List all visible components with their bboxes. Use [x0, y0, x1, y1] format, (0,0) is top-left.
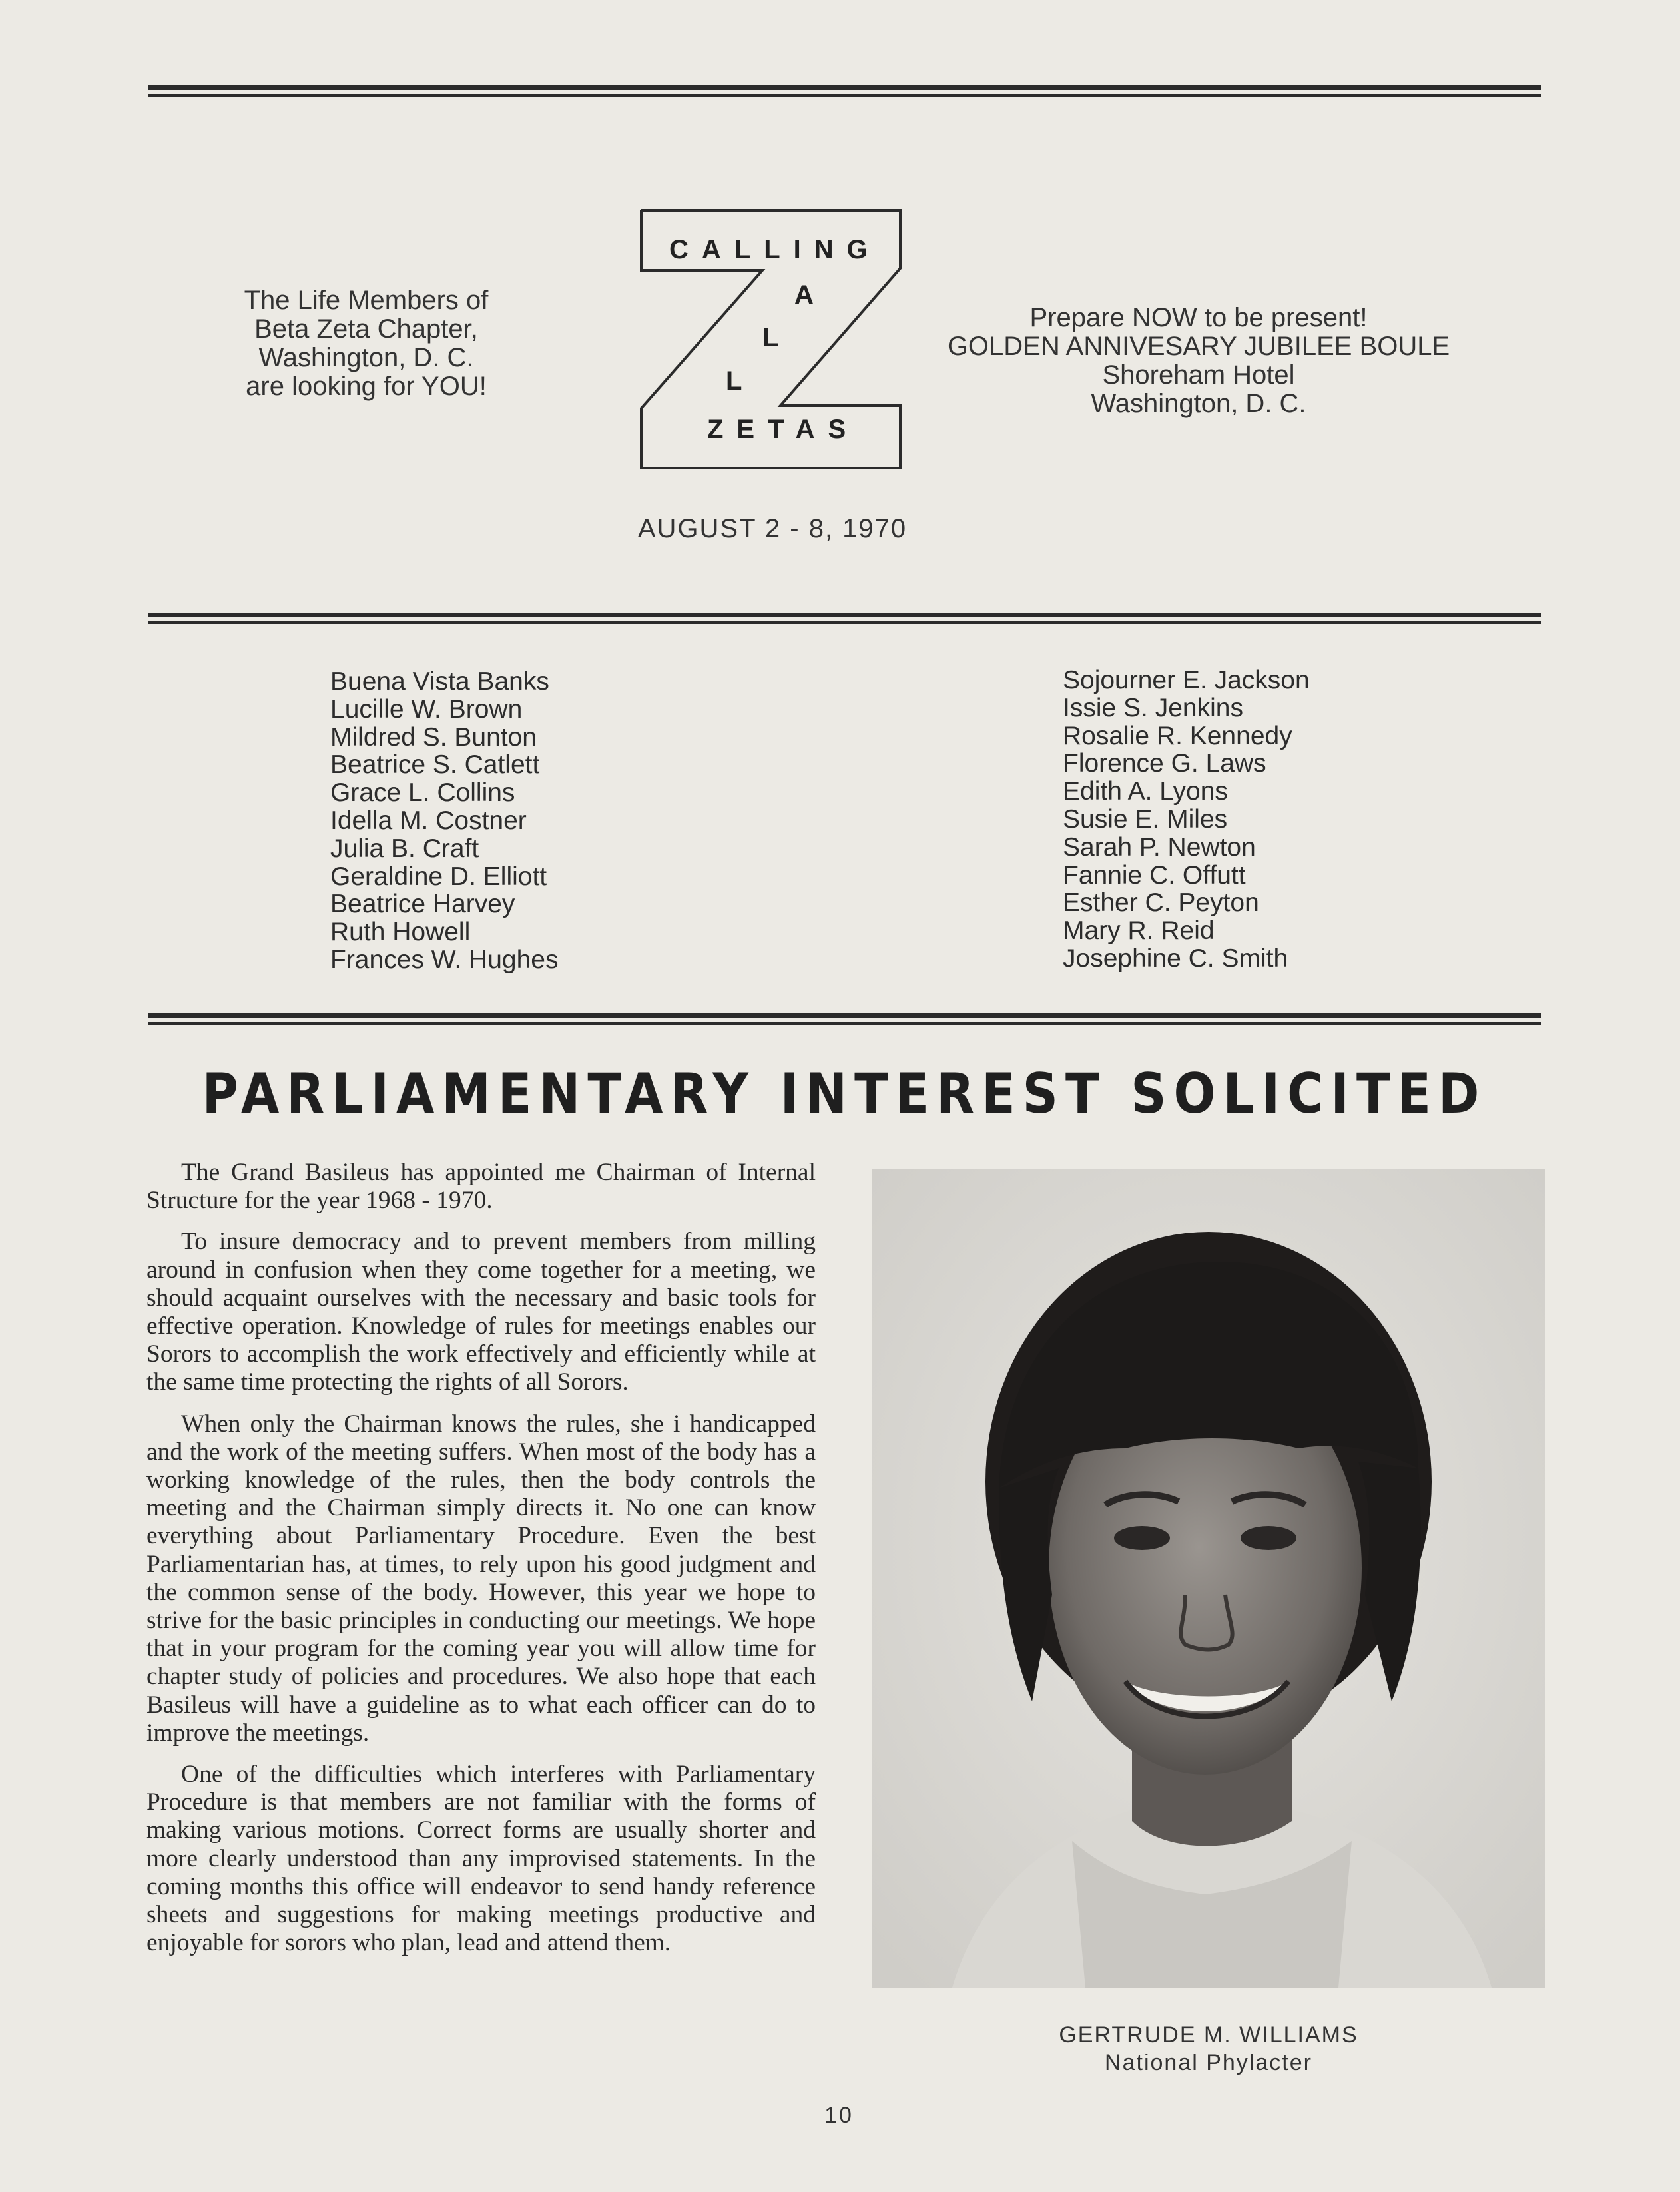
member-name: Mildred S. Bunton	[330, 722, 537, 752]
lower-rule	[148, 1013, 1541, 1025]
member-name: Lucille W. Brown	[330, 694, 523, 724]
article-paragraph: The Grand Basileus has appointed me Chairman of Internal Structure for the year 1968 - 1970.	[146, 1159, 816, 1215]
notice-line: are looking for YOU!	[246, 372, 487, 401]
member-name: Sarah P. Newton	[1063, 832, 1256, 862]
logo-zetas: ZETAS	[707, 415, 860, 444]
caption-name: GERTRUDE M. WILLIAMS	[1059, 2022, 1358, 2048]
member-name: Florence G. Laws	[1063, 749, 1266, 778]
member-name: Ruth Howell	[330, 918, 471, 947]
notice-line: Prepare NOW to be present!	[1029, 303, 1368, 332]
photo-caption	[872, 2021, 1545, 2077]
logo-calling: CALLING	[669, 235, 881, 264]
article-paragraph: When only the Chairman knows the rules, she i handicapped and the work of the meeting suffers. When most of the body has a working knowledge of the rules, then the body controls the meeting and the Chairman simply directs it. No one can know everything about Parliamentary Procedure. Even the best Parliamentarian has, at times, to rely upon his good judgment and the common sense of the body. However, this year we hope to strive for the basic principles in conducting our meetings. We hope that in your program for the coming year you will allow time for chapter study of policies and procedures. We also hope that each Basileus will have a guideline as to what each officer can do to improve the meetings.	[146, 1410, 816, 1747]
notice-line: Shoreham Hotel	[1102, 360, 1295, 390]
notice-line: Washington, D. C.	[1091, 389, 1306, 418]
article-paragraph: To insure democracy and to prevent members from milling around in confusion when they come together for a meeting, we should acquaint ourselves with the necessary and basic tools for effective operation. Knowledge of rules for meetings enables our Sorors to accomplish the work effectively and efficiently while at the same time protecting the rights of all Sorors.	[146, 1228, 816, 1396]
member-name: Susie E. Miles	[1063, 804, 1228, 834]
life-members-notice	[193, 286, 539, 401]
member-name: Idella M. Costner	[330, 806, 527, 835]
member-name: Beatrice S. Catlett	[330, 750, 540, 780]
member-list-right	[1063, 667, 1310, 973]
member-name: Josephine C. Smith	[1063, 944, 1288, 973]
member-name: Grace L. Collins	[330, 778, 515, 808]
member-name: Frances W. Hughes	[330, 945, 559, 974]
member-name: Sojourner E. Jackson	[1063, 666, 1310, 694]
member-name: Geraldine D. Elliott	[330, 862, 547, 891]
article-headline: PARLIAMENTARY INTEREST SOLICITED	[202, 1061, 1487, 1127]
calling-all-zetas-logo	[639, 208, 902, 470]
logo-letter-l: L	[762, 323, 792, 352]
article-paragraph: One of the difficulties which interferes with Parliamentary Procedure is that members are not familiar with the forms of making various motions. Correct forms are usually shorter and more clearly understood than any improvised statements. In the coming months this office will endeavor to send handy reference sheets and suggestions for making meetings productive and enjoyable for sorors who plan, lead and attend them.	[146, 1761, 816, 1957]
article-body	[146, 1159, 816, 1970]
notice-line: GOLDEN ANNIVESARY JUBILEE BOULE	[947, 332, 1450, 361]
member-name: Beatrice Harvey	[330, 890, 515, 919]
notice-line: Washington, D. C.	[258, 343, 474, 372]
jubilee-notice	[912, 304, 1485, 418]
member-name: Edith A. Lyons	[1063, 777, 1228, 806]
member-name: Mary R. Reid	[1063, 916, 1215, 946]
logo-letter-l: L	[726, 366, 756, 396]
notice-line: The Life Members of	[244, 286, 489, 315]
portrait-image	[872, 1169, 1545, 1988]
member-name: Rosalie R. Kennedy	[1063, 721, 1292, 750]
member-name: Buena Vista Banks	[330, 667, 549, 696]
member-name: Issie S. Jenkins	[1063, 693, 1243, 722]
page-number: 10	[824, 2103, 854, 2128]
notice-line: Beta Zeta Chapter,	[254, 314, 478, 344]
middle-rule	[148, 613, 1541, 624]
portrait-photo	[872, 1169, 1545, 1988]
top-rule	[148, 85, 1541, 97]
event-date: AUGUST 2 - 8, 1970	[637, 514, 908, 543]
logo-letter-a: A	[794, 280, 827, 310]
member-name: Julia B. Craft	[330, 834, 479, 863]
member-name: Fannie C. Offutt	[1063, 860, 1246, 890]
member-name: Esther C. Peyton	[1063, 888, 1259, 918]
member-list-left	[330, 668, 558, 974]
caption-title: National Phylacter	[1105, 2050, 1312, 2075]
